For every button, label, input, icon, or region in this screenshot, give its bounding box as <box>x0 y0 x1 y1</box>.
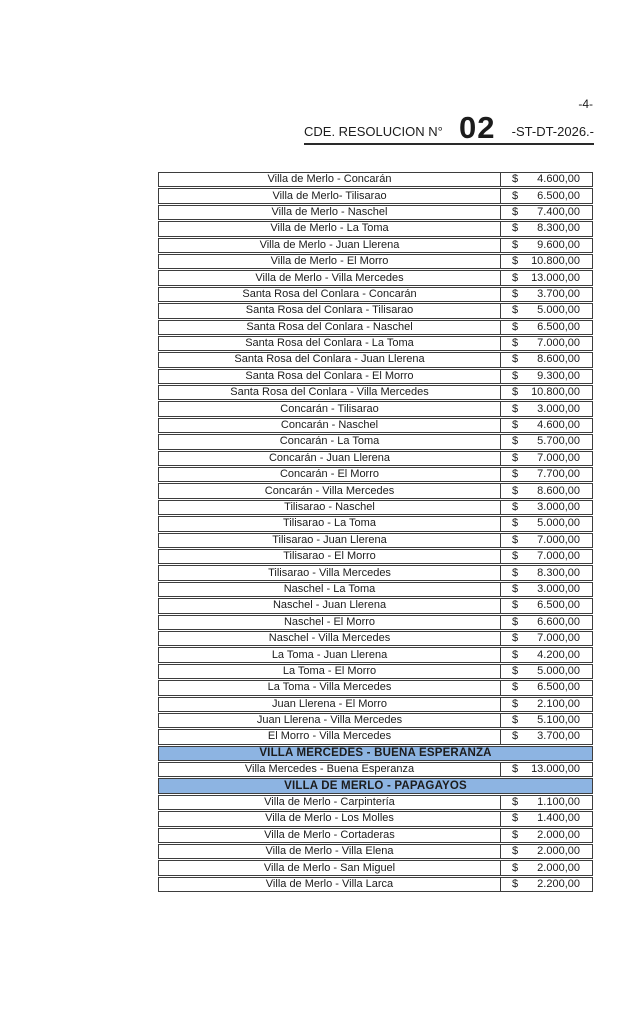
route-cell: Villa de Merlo - San Miguel <box>263 861 396 874</box>
amount-value: 7.000,00 <box>537 451 580 464</box>
currency-symbol: $ <box>512 222 519 235</box>
amount-value: 7.700,00 <box>537 468 580 481</box>
table-row <box>158 385 593 400</box>
amount-value: 3.700,00 <box>537 287 580 300</box>
fares-table <box>158 172 593 893</box>
route-cell: Villa de Merlo - Concarán <box>267 173 392 186</box>
currency-symbol: $ <box>512 369 519 382</box>
resolution-header <box>304 110 594 145</box>
table-row <box>158 615 593 630</box>
table-row <box>158 221 593 236</box>
currency-symbol: $ <box>512 681 519 694</box>
price-cell <box>500 534 592 547</box>
currency-symbol: $ <box>512 189 519 202</box>
price-cell <box>500 861 592 874</box>
amount-value: 2.200,00 <box>537 877 580 890</box>
currency-symbol: $ <box>512 550 519 563</box>
amount-value: 7.400,00 <box>537 205 580 218</box>
currency-symbol: $ <box>512 287 519 300</box>
amount-value: 3.000,00 <box>537 501 580 513</box>
price-cell <box>500 714 592 727</box>
table-row <box>158 697 593 712</box>
price-cell <box>500 222 592 235</box>
currency-symbol: $ <box>512 435 519 448</box>
price-cell <box>500 796 592 809</box>
table-row <box>158 647 593 662</box>
price-cell <box>500 304 592 317</box>
currency-symbol: $ <box>512 173 519 186</box>
price-cell <box>500 583 592 596</box>
resolution-header-suffix: -ST-DT-2026.- <box>511 124 594 139</box>
amount-value: 4.200,00 <box>537 648 580 661</box>
route-cell: Naschel - La Toma <box>283 582 376 595</box>
section-header-label: VILLA MERCEDES - BUENA ESPERANZA <box>259 747 492 760</box>
currency-symbol: $ <box>512 566 519 579</box>
amount-value: 7.000,00 <box>537 337 580 350</box>
price-cell <box>500 763 592 776</box>
route-cell: Concarán - El Morro <box>279 468 380 481</box>
route-cell: La Toma - Villa Mercedes <box>267 681 392 694</box>
amount-value: 1.400,00 <box>537 812 580 825</box>
amount-value: 3.700,00 <box>537 730 580 743</box>
route-cell: Villa de Merlo - Villa Mercedes <box>255 271 404 284</box>
route-cell: Concarán - Naschel <box>280 419 379 432</box>
amount-value: 6.500,00 <box>537 681 580 694</box>
amount-value: 6.500,00 <box>537 320 580 333</box>
table-row <box>158 877 593 892</box>
currency-symbol: $ <box>512 877 519 890</box>
table-row <box>158 533 593 548</box>
table-row <box>158 172 593 187</box>
amount-value: 2.000,00 <box>537 845 580 858</box>
table-row <box>158 369 593 384</box>
amount-value: 8.600,00 <box>537 353 580 366</box>
price-cell <box>500 468 592 481</box>
table-row <box>158 828 593 843</box>
currency-symbol: $ <box>512 714 519 727</box>
amount-value: 13.000,00 <box>531 763 580 776</box>
amount-value: 2.000,00 <box>537 828 580 841</box>
currency-symbol: $ <box>512 812 519 825</box>
route-cell: Concarán - Villa Mercedes <box>264 484 395 497</box>
route-cell: Concarán - Tilisarao <box>280 402 379 415</box>
table-row <box>158 238 593 253</box>
amount-value: 2.000,00 <box>537 861 580 874</box>
amount-value: 8.600,00 <box>537 484 580 497</box>
price-cell <box>500 386 592 399</box>
price-cell <box>500 550 592 563</box>
table-row <box>158 254 593 269</box>
table-row <box>158 352 593 367</box>
price-cell <box>500 616 592 629</box>
price-cell <box>500 698 592 711</box>
currency-symbol: $ <box>512 320 519 333</box>
price-cell <box>500 337 592 350</box>
table-row <box>158 631 593 646</box>
price-cell <box>500 255 592 268</box>
price-cell <box>500 189 592 202</box>
table-row <box>158 287 593 302</box>
price-cell <box>500 648 592 661</box>
price-cell <box>500 484 592 497</box>
table-row <box>158 270 593 285</box>
amount-value: 5.100,00 <box>537 714 580 727</box>
currency-symbol: $ <box>512 599 519 612</box>
price-cell <box>500 239 592 252</box>
route-cell: Villa Mercedes - Buena Esperanza <box>244 763 415 776</box>
currency-symbol: $ <box>512 402 519 415</box>
currency-symbol: $ <box>512 238 519 251</box>
route-cell: Villa de Merlo - La Toma <box>270 222 389 235</box>
table-row <box>158 401 593 416</box>
resolution-header-prefix: CDE. RESOLUCION N° <box>304 124 443 139</box>
currency-symbol: $ <box>512 664 519 677</box>
price-cell <box>500 288 592 301</box>
route-cell: Villa de Merlo - Carpintería <box>264 796 395 809</box>
currency-symbol: $ <box>512 828 519 841</box>
price-cell <box>500 812 592 825</box>
currency-symbol: $ <box>512 796 519 809</box>
table-row <box>158 664 593 679</box>
price-cell <box>500 370 592 383</box>
table-section-header <box>158 746 593 761</box>
table-row <box>158 320 593 335</box>
currency-symbol: $ <box>512 255 519 268</box>
price-cell <box>500 829 592 842</box>
table-row <box>158 483 593 498</box>
price-cell <box>500 845 592 858</box>
price-cell <box>500 501 592 514</box>
table-row <box>158 795 593 810</box>
currency-symbol: $ <box>512 419 519 432</box>
route-cell: Santa Rosa del Conlara - Naschel <box>246 320 413 333</box>
amount-value: 9.300,00 <box>537 369 580 382</box>
route-cell: Villa de Merlo - Cortaderas <box>264 828 395 841</box>
amount-value: 2.100,00 <box>537 697 580 710</box>
price-cell <box>500 321 592 334</box>
table-row <box>158 434 593 449</box>
resolution-number: 02 <box>459 110 496 145</box>
price-cell <box>500 599 592 612</box>
table-row <box>158 500 593 515</box>
price-cell <box>500 402 592 415</box>
amount-value: 4.600,00 <box>537 173 580 186</box>
price-cell <box>500 452 592 465</box>
route-cell: Villa de Merlo- Tilisarao <box>272 189 387 202</box>
table-row <box>158 336 593 351</box>
currency-symbol: $ <box>512 861 519 874</box>
route-cell: Concarán - La Toma <box>279 435 380 448</box>
currency-symbol: $ <box>512 763 519 776</box>
price-cell <box>500 353 592 366</box>
route-cell: Santa Rosa del Conlara - Juan Llerena <box>234 353 425 366</box>
route-cell: Tilisarao - Villa Mercedes <box>268 566 391 579</box>
price-cell <box>500 730 592 743</box>
route-cell: Villa de Merlo - Villa Larca <box>265 877 394 890</box>
price-cell <box>500 665 592 678</box>
price-cell <box>500 173 592 186</box>
route-cell: Villa de Merlo - Juan Llerena <box>259 238 400 251</box>
currency-symbol: $ <box>512 501 519 513</box>
currency-symbol: $ <box>512 304 519 317</box>
route-cell: La Toma - Juan Llerena <box>271 648 388 661</box>
currency-symbol: $ <box>512 730 519 743</box>
price-cell <box>500 566 592 579</box>
route-cell: Villa de Merlo - Los Molles <box>265 812 394 825</box>
page-number: -4- <box>578 97 593 111</box>
amount-value: 4.600,00 <box>537 419 580 432</box>
currency-symbol: $ <box>512 386 519 399</box>
amount-value: 5.000,00 <box>537 304 580 317</box>
amount-value: 6.500,00 <box>537 189 580 202</box>
route-cell: La Toma - El Morro <box>282 664 377 677</box>
currency-symbol: $ <box>512 353 519 366</box>
route-cell: Concarán - Juan Llerena <box>268 451 391 464</box>
amount-value: 7.000,00 <box>537 632 580 645</box>
table-row <box>158 582 593 597</box>
table-row <box>158 844 593 859</box>
currency-symbol: $ <box>512 271 519 284</box>
table-section-header <box>158 778 593 793</box>
route-cell: Santa Rosa del Conlara - Villa Mercedes <box>230 386 429 399</box>
table-row <box>158 762 593 777</box>
table-row <box>158 549 593 564</box>
route-cell: Villa de Merlo - Villa Elena <box>265 845 394 858</box>
table-row <box>158 598 593 613</box>
currency-symbol: $ <box>512 484 519 497</box>
amount-value: 3.000,00 <box>537 402 580 415</box>
amount-value: 8.300,00 <box>537 566 580 579</box>
currency-symbol: $ <box>512 337 519 350</box>
currency-symbol: $ <box>512 697 519 710</box>
route-cell: Villa de Merlo - Naschel <box>271 205 388 218</box>
table-row <box>158 811 593 826</box>
route-cell: Tilisarao - Juan Llerena <box>272 533 387 546</box>
amount-value: 3.000,00 <box>537 582 580 595</box>
table-row <box>158 860 593 875</box>
price-cell <box>500 878 592 891</box>
route-cell: Villa de Merlo - El Morro <box>270 255 389 268</box>
price-cell <box>500 632 592 645</box>
table-row <box>158 565 593 580</box>
table-row <box>158 729 593 744</box>
amount-value: 7.000,00 <box>537 550 580 563</box>
route-cell: Tilisarao - El Morro <box>283 550 376 563</box>
table-row <box>158 516 593 531</box>
currency-symbol: $ <box>512 582 519 595</box>
table-row <box>158 713 593 728</box>
route-cell: Santa Rosa del Conlara - Tilisarao <box>245 304 414 317</box>
amount-value: 13.000,00 <box>531 271 580 284</box>
table-row <box>158 680 593 695</box>
amount-value: 9.600,00 <box>537 238 580 251</box>
amount-value: 5.000,00 <box>537 664 580 677</box>
currency-symbol: $ <box>512 845 519 858</box>
route-cell: Tilisarao - La Toma <box>283 517 376 530</box>
price-cell <box>500 419 592 432</box>
amount-value: 10.800,00 <box>531 386 580 399</box>
amount-value: 6.600,00 <box>537 615 580 628</box>
route-cell: Tilisarao - Naschel <box>284 501 375 513</box>
route-cell: Santa Rosa del Conlara - La Toma <box>245 337 414 350</box>
route-cell: Naschel - Juan Llerena <box>272 599 387 612</box>
table-row <box>158 418 593 433</box>
amount-value: 6.500,00 <box>537 599 580 612</box>
table-row <box>158 205 593 220</box>
price-cell <box>500 681 592 694</box>
currency-symbol: $ <box>512 533 519 546</box>
price-cell <box>500 435 592 448</box>
route-cell: El Morro - Villa Mercedes <box>267 730 392 743</box>
table-row <box>158 451 593 466</box>
table-row <box>158 303 593 318</box>
route-cell: Santa Rosa del Conlara - El Morro <box>245 369 414 382</box>
price-cell <box>500 206 592 219</box>
amount-value: 5.000,00 <box>537 517 580 530</box>
amount-value: 1.100,00 <box>537 796 580 809</box>
currency-symbol: $ <box>512 468 519 481</box>
route-cell: Santa Rosa del Conlara - Concarán <box>242 287 417 300</box>
route-cell: Juan Llerena - Villa Mercedes <box>256 714 403 727</box>
table-row <box>158 467 593 482</box>
currency-symbol: $ <box>512 632 519 645</box>
amount-value: 5.700,00 <box>537 435 580 448</box>
price-cell <box>500 517 592 530</box>
currency-symbol: $ <box>512 517 519 530</box>
currency-symbol: $ <box>512 648 519 661</box>
section-header-label: VILLA DE MERLO - PAPAGAYOS <box>284 780 467 793</box>
amount-value: 7.000,00 <box>537 533 580 546</box>
price-cell <box>500 271 592 284</box>
currency-symbol: $ <box>512 205 519 218</box>
route-cell: Juan Llerena - El Morro <box>272 697 387 710</box>
amount-value: 8.300,00 <box>537 222 580 235</box>
route-cell: Naschel - Villa Mercedes <box>268 632 391 645</box>
currency-symbol: $ <box>512 451 519 464</box>
amount-value: 10.800,00 <box>531 255 580 268</box>
currency-symbol: $ <box>512 615 519 628</box>
table-row <box>158 188 593 203</box>
route-cell: Naschel - El Morro <box>283 615 376 628</box>
